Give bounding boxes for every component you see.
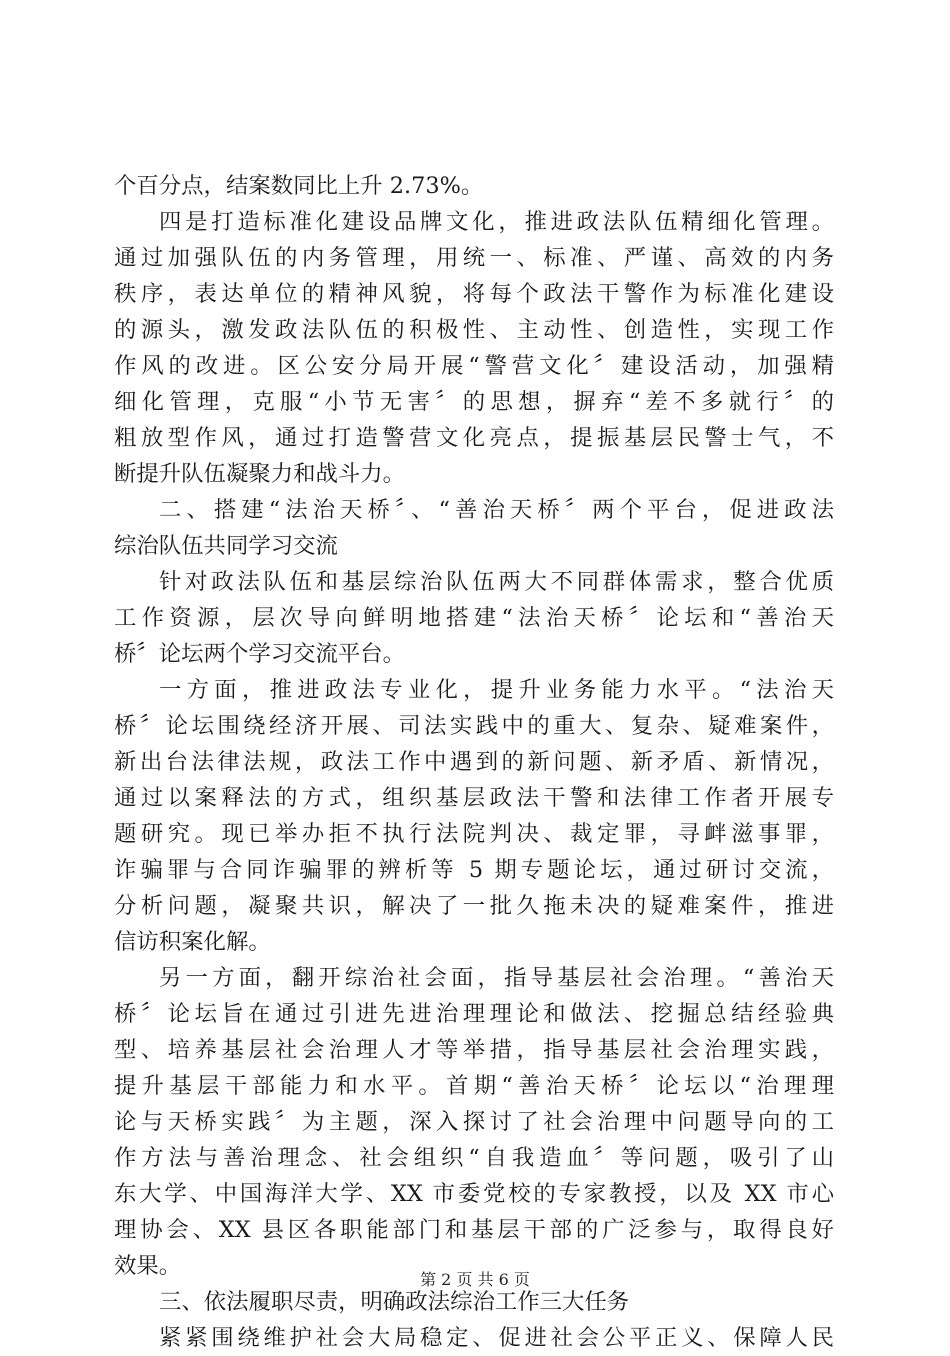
text-line: 的源头，激发政法队伍的积极性、主动性、创造性，实现工作 <box>114 317 834 343</box>
text-line: 桥〞论坛旨在通过引进先进治理理论和做法、挖掘总结经验典 <box>114 1001 834 1027</box>
text-line: 断提升队伍凝聚力和战斗力。 <box>114 461 406 487</box>
page-footer: 第 2 页 共 6 页 <box>420 1270 530 1289</box>
text-line: 题研究。现已举办拒不执行法院判决、裁定罪，寻衅滋事罪， <box>114 821 834 847</box>
text-line: 另一方面，翻开综治社会面，指导基层社会治理。“善治天 <box>159 965 834 991</box>
text-line: 桥〞论坛围绕经济开展、司法实践中的重大、复杂、疑难案件， <box>114 713 834 739</box>
text-line: 秩序，表达单位的精神风貌，将每个政法干警作为标准化建设 <box>114 281 834 307</box>
text-line: 型、培养基层社会治理人才等举措，指导基层社会治理实践， <box>114 1037 834 1063</box>
text-line: 提升基层干部能力和水平。首期“善治天桥〞论坛以“治理理 <box>114 1073 834 1099</box>
text-line: 通过加强队伍的内务管理，用统一、标准、严谨、高效的内务 <box>114 245 834 271</box>
text-line: 四是打造标准化建设品牌文化，推进政法队伍精细化管理。 <box>159 209 834 235</box>
text-line: 分析问题，凝聚共识，解决了一批久拖未决的疑难案件，推进 <box>114 893 834 919</box>
text-line: 通过以案释法的方式，组织基层政法干警和法律工作者开展专 <box>114 785 834 811</box>
text-line: 东大学、中国海洋大学、XX 市委党校的专家教授，以及 XX 市心 <box>114 1181 834 1207</box>
document-body <box>114 168 834 1356</box>
text-line: 紧紧围绕维护社会大局稳定、促进社会公平正义、保障人民 <box>159 1325 834 1351</box>
text-line: 作方法与善治理念、社会组织“自我造血〞等问题，吸引了山 <box>114 1145 834 1171</box>
text-line: 信访积案化解。 <box>114 929 271 955</box>
text-line: 细化管理，克服“小节无害〞的思想，摒弃“差不多就行〞的 <box>114 389 834 415</box>
text-line: 一方面，推进政法专业化，提升业务能力水平。“法治天 <box>159 677 834 703</box>
text-line: 理协会、XX 县区各职能部门和基层干部的广泛参与，取得良好 <box>114 1217 834 1243</box>
text-line: 效果。 <box>114 1253 182 1279</box>
text-line: 论与天桥实践〞为主题，深入探讨了社会治理中问题导向的工 <box>114 1109 834 1135</box>
text-line: 作风的改进。区公安分局开展“警营文化〞建设活动，加强精 <box>114 353 834 379</box>
text-line: 工作资源，层次导向鲜明地搭建“法治天桥〞论坛和“善治天 <box>114 605 834 631</box>
text-line: 针对政法队伍和基层综治队伍两大不同群体需求，整合优质 <box>159 569 834 595</box>
text-line: 粗放型作风，通过打造警营文化亮点，提振基层民警士气，不 <box>114 425 834 451</box>
text-line: 二、搭建“法治天桥〞、“善治天桥〞两个平台，促进政法 <box>159 497 834 523</box>
text-line: 诈骗罪与合同诈骗罪的辨析等 5 期专题论坛，通过研讨交流， <box>114 857 834 883</box>
text-line: 个百分点，结案数同比上升 2.73%。 <box>114 173 484 199</box>
text-line: 新出台法律法规，政法工作中遇到的新问题、新矛盾、新情况， <box>114 749 834 775</box>
text-line: 三、依法履职尽责，明确政法综治工作三大任务 <box>159 1289 630 1315</box>
text-line: 综治队伍共同学习交流 <box>114 533 338 559</box>
text-line: 桥〞论坛两个学习交流平台。 <box>114 641 406 667</box>
